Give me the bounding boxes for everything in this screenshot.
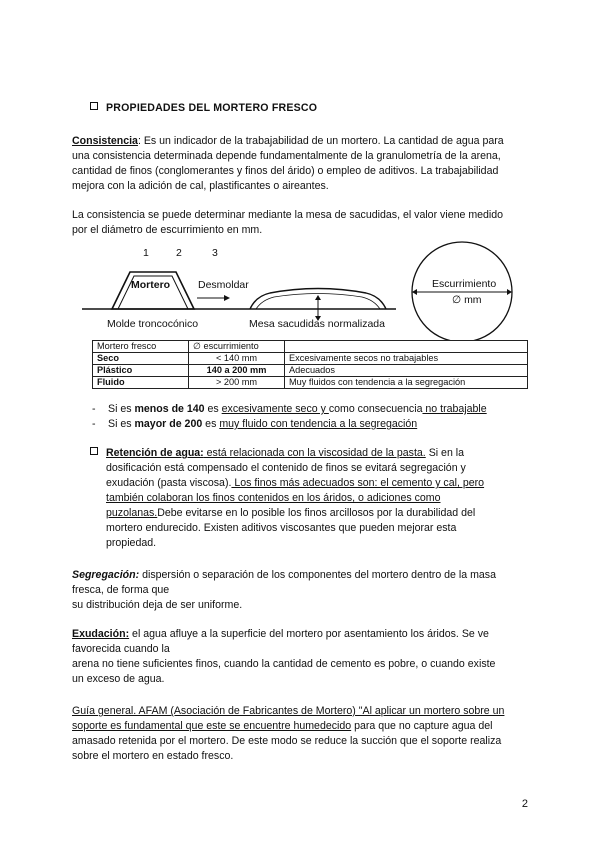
consistencia-line: cantidad de finos (conglomerantes y finos del árido) o empleo de aditivos. La trabajabilidad xyxy=(72,165,499,177)
table-cell: 140 a 200 mm xyxy=(189,365,285,377)
retencion-line: mortero endurecido. Existen aditivos viscosantes que pueden mejorar esta xyxy=(106,522,457,534)
consistencia-line: mejora con la adición de cal, plastificantes o aireantes. xyxy=(72,180,329,192)
retencion-paragraph: Retención de agua: está relacionada con la viscosidad de la pasta. Si en la dosificación está compensado el contenido de finos se evitará segregación y exudación (pasta viscosa). Los finos más adecuados son: el cemento y cal, pero también colaboran los finos contenidos en los áridos, o adiciones como puzolanas.Debe evitarse en lo posible los finos arcillosos por la durabilidad del mortero endurecido. Existen aditivos viscosantes que pueden mejorar esta propiedad. xyxy=(90,446,530,551)
consistency-list xyxy=(92,402,532,432)
list-item: - Si es menos de 140 es excesivamente seco y como consecuencia no trabajable xyxy=(92,403,487,415)
molde-label: Molde troncocónico xyxy=(107,318,199,330)
table-cell: > 200 mm xyxy=(189,377,285,389)
diameter-arrow-right-icon xyxy=(507,289,512,295)
table-header-cell: ∅ escurrimiento xyxy=(189,341,285,353)
segregacion-term: Segregación: xyxy=(72,569,140,581)
desmoldar-label: Desmoldar xyxy=(198,279,249,291)
table-cell: Fluido xyxy=(93,377,189,389)
retencion-line: propiedad. xyxy=(106,537,157,549)
arrow-up-icon xyxy=(315,295,321,300)
retencion-term: Retención de agua: xyxy=(106,447,204,459)
guia-paragraph: Guía general. AFAM (Asociación de Fabricantes de Mortero) "Al aplicar un mortero sobre un soporte es fundamental que este se encuentre humedecido para que no capture agua del amasado retenida por el mortero. De este modo se reduce la succión que el soporte realiza sobre el mortero en estado fresco. xyxy=(72,704,532,764)
medida-line: La consistencia se puede determinar mediante la mesa de sacudidas, el valor viene medido xyxy=(72,209,504,221)
table-row xyxy=(93,365,528,377)
retencion-line: dosificación está compensado el contenido de finos se evitará segregación y xyxy=(106,462,466,474)
table-cell: Seco xyxy=(93,353,189,365)
mortero-label: Mortero xyxy=(131,279,171,291)
heading-text: PROPIEDADES DEL MORTERO FRESCO xyxy=(106,102,318,114)
segregacion-paragraph: Segregación: dispersión o separación de los componentes del mortero dentro de la masa fresca, de forma que su distribución deja de ser uniforme. xyxy=(72,568,532,613)
consistencia-term: Consistencia xyxy=(72,135,138,147)
consistencia-line: : Es un indicador de la trabajabilidad de un mortero. La cantidad de agua para xyxy=(137,135,504,147)
section-heading xyxy=(90,101,317,116)
consistency-table xyxy=(92,340,528,389)
table-header-row xyxy=(93,341,528,353)
consistencia-paragraph xyxy=(72,134,532,194)
table-cell: Excesivamente secos no trabajables xyxy=(285,353,528,365)
guia-line: Guía general. AFAM (Asociación de Fabricantes de Mortero) "Al aplicar un mortero sobre un xyxy=(72,705,505,717)
consistencia-line: una consistencia determinada depende fundamentalmente de la granulometría de la arena, xyxy=(72,150,501,162)
table-header-cell: Mortero fresco xyxy=(93,341,189,353)
table-cell: Muy fluidos con tendencia a la segregación xyxy=(285,377,528,389)
guia-line: amasado retenida por el mortero. De este modo se reduce la succión que el soporte realiza xyxy=(72,735,502,747)
retencion-line: también colaboran los finos contenidos en los áridos, o adiciones como xyxy=(106,492,441,504)
diameter-arrow-left-icon xyxy=(412,289,417,295)
list-item: - Si es mayor de 200 es muy fluido con tendencia a la segregación xyxy=(92,418,418,430)
segregacion-line: su distribución deja de ser uniforme. xyxy=(72,599,243,611)
checkbox-bullet-icon xyxy=(90,447,98,455)
mesa-label: Mesa sacudidas normalizada xyxy=(249,318,385,330)
table-cell: < 140 mm xyxy=(189,353,285,365)
table-cell: Plástico xyxy=(93,365,189,377)
table-row xyxy=(93,353,528,365)
diameter-mm-label: ∅ mm xyxy=(452,294,482,306)
exudacion-line: arena no tiene suficientes finos, cuando la cantidad de cemento es pobre, o cuando existe xyxy=(72,658,496,670)
medida-paragraph xyxy=(72,208,532,238)
table-row xyxy=(93,377,528,389)
guia-line: sobre el mortero en estado fresco. xyxy=(72,750,234,762)
step-number-3: 3 xyxy=(212,247,218,259)
step-number-1: 1 xyxy=(143,247,149,259)
arrow-right-icon xyxy=(224,295,230,301)
escurrimiento-circle xyxy=(412,242,512,340)
checkbox-bullet-icon xyxy=(90,102,98,110)
mesa-sacudidas-figure xyxy=(0,240,600,340)
table-cell: Adecuados xyxy=(285,365,528,377)
step-number-2: 2 xyxy=(176,247,182,259)
exudacion-paragraph: Exudación: el agua aflu‌ye a la superficie del mortero por asentamiento los áridos. Se ve favorecida cuando la arena no tiene suficientes finos, cuando la cantidad de cemento es pobre, o cuando existe un exceso de agua. xyxy=(72,627,532,687)
segregacion-line: fresca, de forma que xyxy=(72,584,170,596)
page-number: 2 xyxy=(521,798,528,810)
exudacion-line: favorecida cuando la xyxy=(72,643,170,655)
exudacion-term: Exudación: xyxy=(72,628,130,640)
escurrimiento-label: Escurrimiento xyxy=(432,278,497,290)
table-header-cell xyxy=(285,341,528,353)
medida-line: por el diámetro de escurrimiento en mm. xyxy=(72,224,263,236)
exudacion-line: un exceso de agua. xyxy=(72,673,165,685)
